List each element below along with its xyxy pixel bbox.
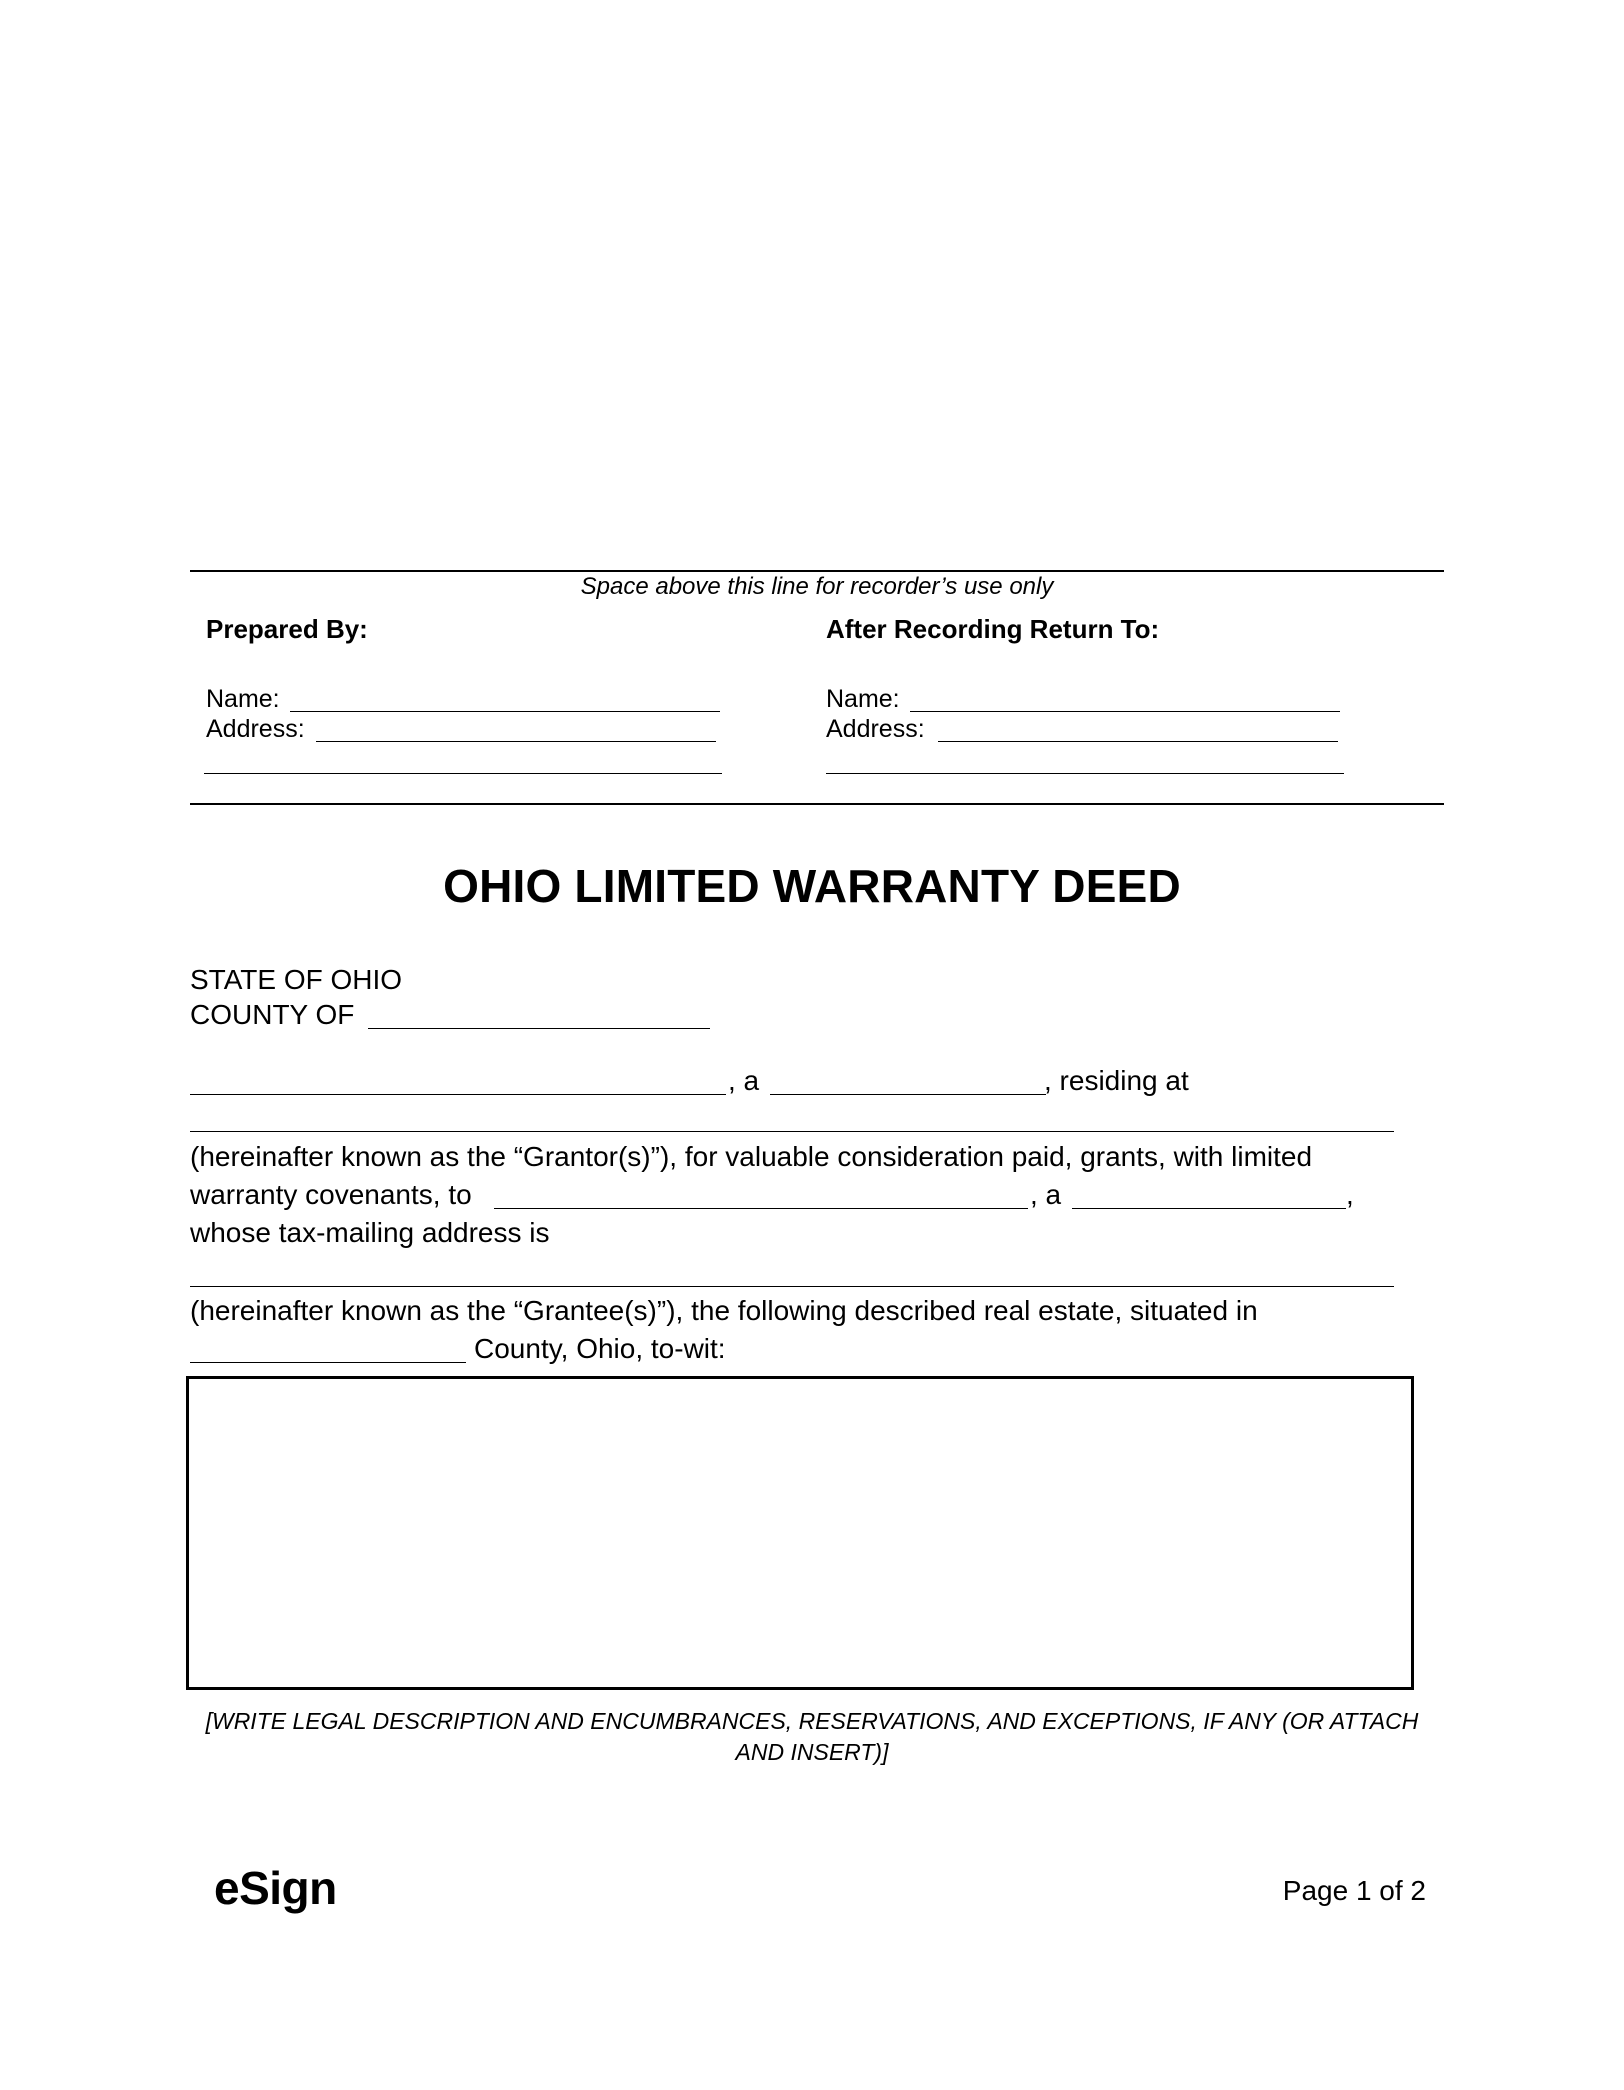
county-ohio-text: County, Ohio, to-wit: bbox=[474, 1333, 726, 1364]
grantor-status-field[interactable] bbox=[770, 1094, 1046, 1095]
return-to-address-label: Address: bbox=[826, 715, 925, 743]
return-to-name-field[interactable] bbox=[910, 711, 1340, 712]
prepared-by-address-field[interactable] bbox=[316, 741, 716, 742]
prepared-by-name-field[interactable] bbox=[290, 711, 720, 712]
county-label: COUNTY OF bbox=[190, 999, 355, 1030]
state-line: STATE OF OHIO bbox=[190, 964, 403, 995]
legal-description-instruction: [WRITE LEGAL DESCRIPTION AND ENCUMBRANCES, RESERVATIONS, AND EXCEPTIONS, IF ANY (OR ATTACH AND INSERT)] bbox=[205, 1708, 1419, 1765]
warranty-prefix: warranty covenants, to bbox=[190, 1179, 472, 1210]
tax-mailing-address-field[interactable] bbox=[190, 1286, 1394, 1287]
grantor-address-field[interactable] bbox=[190, 1131, 1394, 1132]
tax-mailing-label: whose tax-mailing address is bbox=[190, 1217, 550, 1248]
warranty-sep-a: , a bbox=[1030, 1179, 1062, 1210]
return-to-heading: After Recording Return To: bbox=[826, 614, 1160, 644]
legal-description-box[interactable] bbox=[186, 1376, 1414, 1690]
return-to-address-field[interactable] bbox=[938, 741, 1338, 742]
esign-logo: eSign bbox=[214, 1862, 337, 1914]
recorder-bottom-divider bbox=[190, 803, 1444, 805]
page-number: Page 1 of 2 bbox=[1282, 1875, 1426, 1906]
prepared-by-heading: Prepared By: bbox=[206, 614, 368, 644]
grantor-sep-a: , a bbox=[728, 1065, 760, 1096]
grantor-name-field[interactable] bbox=[190, 1094, 726, 1095]
grantee-clause: (hereinafter known as the “Grantee(s)”), the following described real estate, situated in bbox=[190, 1295, 1258, 1326]
grantor-clause: (hereinafter known as the “Grantor(s)”), for valuable consideration paid, grants, with limited bbox=[190, 1141, 1313, 1172]
prepared-by-name-label: Name: bbox=[206, 685, 280, 713]
prepared-by-address-line2-field[interactable] bbox=[204, 773, 722, 774]
document-title: OHIO LIMITED WARRANTY DEED bbox=[443, 860, 1181, 912]
prepared-by-address-label: Address: bbox=[206, 715, 305, 743]
grantee-name-field[interactable] bbox=[494, 1208, 1028, 1209]
grantee-status-field[interactable] bbox=[1072, 1208, 1346, 1209]
return-to-name-label: Name: bbox=[826, 685, 900, 713]
property-county-field[interactable] bbox=[190, 1362, 466, 1363]
grantor-residing-at: , residing at bbox=[1044, 1065, 1189, 1096]
warranty-suffix: , bbox=[1346, 1179, 1354, 1210]
recorder-note: Space above this line for recorder’s use only bbox=[580, 573, 1054, 600]
county-field[interactable] bbox=[368, 1028, 710, 1029]
return-to-address-line2-field[interactable] bbox=[826, 773, 1344, 774]
